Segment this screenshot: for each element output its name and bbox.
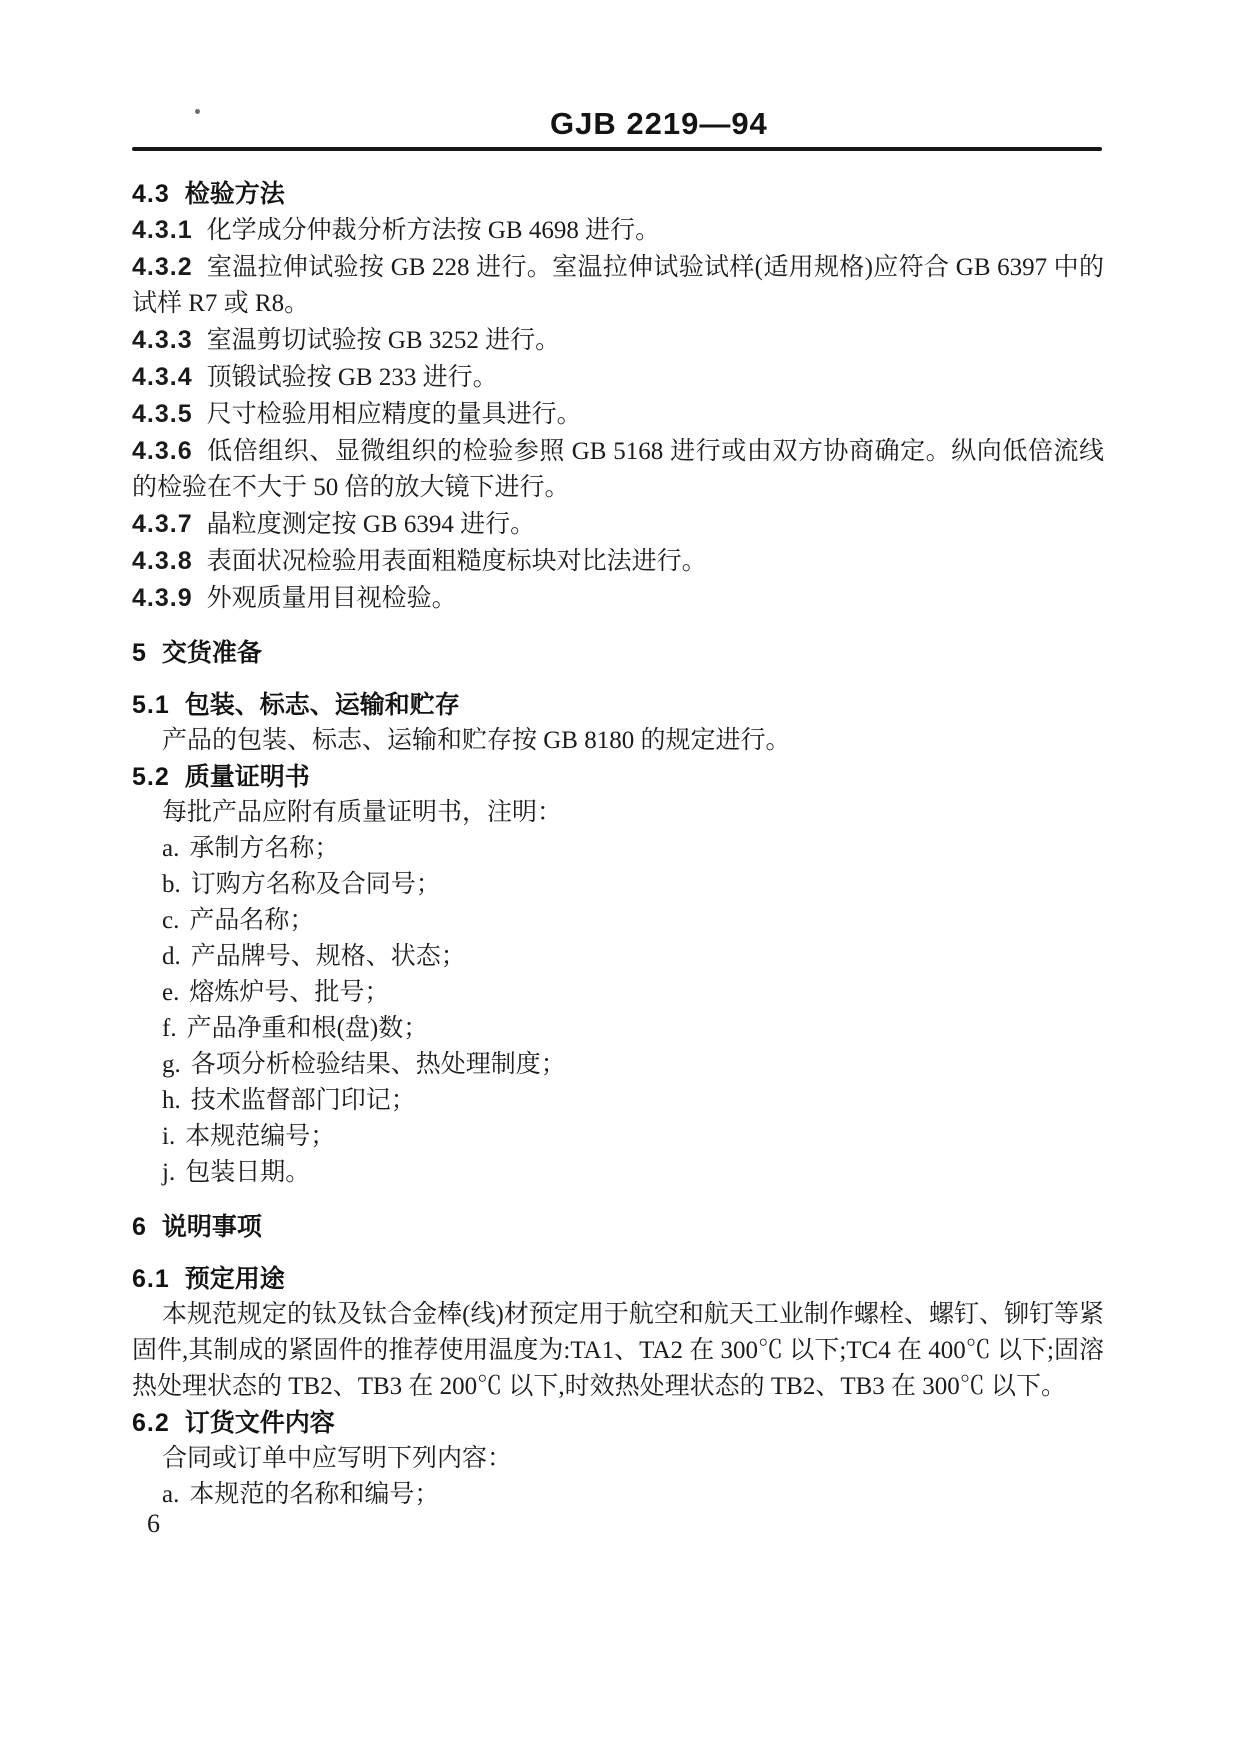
list-item-text: 技术监督部门印记；	[190, 1087, 416, 1114]
clause-4-3-5	[132, 396, 1104, 433]
list-item-b	[132, 867, 1104, 903]
section-number: 5	[132, 639, 147, 667]
list-item-j	[132, 1155, 1104, 1191]
list-item-label: a.	[162, 1481, 180, 1508]
section-5-2-heading	[132, 759, 1104, 795]
list-item-f	[132, 1011, 1104, 1047]
clause-number: 4.3.1	[132, 216, 193, 244]
section-title: 交货准备	[161, 639, 262, 667]
list-item-label: e.	[162, 979, 180, 1006]
clause-text: 顶锻试验按 GB 233 进行。	[206, 364, 498, 391]
clause-4-3-3	[132, 322, 1104, 359]
clause-text: 室温拉伸试验按 GB 228 进行。室温拉伸试验试样(适用规格)应符合 GB 6397 中的试样 R7 或 R8。	[132, 254, 1104, 317]
clause-number: 4.3.8	[132, 547, 193, 575]
clause-4-3-8	[132, 543, 1104, 580]
list-item-c	[132, 903, 1104, 939]
section-title: 预定用途	[184, 1265, 285, 1293]
clause-text: 低倍组织、显微组织的检验参照 GB 5168 进行或由双方协商确定。纵向低倍流线的检验在不大于 50 倍的放大镜下进行。	[132, 438, 1104, 501]
list-item-text: 本规范编号；	[185, 1123, 336, 1150]
section-5-1-heading	[132, 687, 1104, 723]
list-item-label: g.	[162, 1051, 181, 1078]
page-number: 6	[147, 1509, 160, 1538]
list-item-h	[132, 1083, 1104, 1119]
section-number: 6	[132, 1213, 147, 1241]
section-6-2-paragraph: 合同或订单中应写明下列内容：	[162, 1445, 513, 1472]
section-title: 订货文件内容	[184, 1409, 335, 1437]
list-item-e	[132, 975, 1104, 1011]
list-item-label: i.	[162, 1123, 176, 1150]
section-6-heading	[132, 1209, 1104, 1245]
list-item-text: 熔炼炉号、批号；	[189, 979, 390, 1006]
clause-text: 外观质量用目视检验。	[206, 585, 457, 612]
list-item-a2	[132, 1477, 1104, 1513]
section-number: 6.1	[132, 1265, 170, 1293]
list-item-label: h.	[162, 1087, 181, 1114]
list-item-label: f.	[162, 1015, 177, 1042]
clause-text: 晶粒度测定按 GB 6394 进行。	[206, 511, 536, 538]
clause-number: 4.3.2	[132, 253, 193, 281]
list-item-text: 产品牌号、规格、状态；	[190, 943, 466, 970]
clause-text: 室温剪切试验按 GB 3252 进行。	[206, 327, 561, 354]
list-item-a	[132, 831, 1104, 867]
section-6-1-heading	[132, 1261, 1104, 1297]
list-item-text: 订购方名称及合同号；	[190, 871, 441, 898]
clause-text: 表面状况检验用表面粗糙度标块对比法进行。	[206, 548, 707, 575]
section-5-heading	[132, 635, 1104, 671]
section-number: 5.2	[132, 763, 170, 791]
standard-code-header: GJB 2219—94	[550, 106, 768, 141]
list-item-text: 产品名称；	[189, 907, 315, 934]
list-item-text: 产品净重和根(盘)数；	[186, 1015, 429, 1042]
section-title: 检验方法	[184, 180, 285, 208]
clause-4-3-2	[132, 249, 1104, 322]
clause-4-3-6	[132, 433, 1104, 506]
list-item-text: 本规范的名称和编号；	[189, 1481, 440, 1508]
clause-4-3-4	[132, 359, 1104, 396]
section-number: 4.3	[132, 180, 170, 208]
section-4-3-heading	[132, 176, 1104, 212]
clause-4-3-7	[132, 506, 1104, 543]
clause-number: 4.3.5	[132, 400, 193, 428]
clause-number: 4.3.9	[132, 584, 193, 612]
section-5-1-paragraph: 产品的包装、标志、运输和贮存按 GB 8180 的规定进行。	[162, 727, 791, 754]
section-number: 5.1	[132, 691, 170, 719]
list-item-text: 各项分析检验结果、热处理制度；	[190, 1051, 566, 1078]
list-item-label: d.	[162, 943, 181, 970]
clause-number: 4.3.7	[132, 510, 193, 538]
list-item-label: j.	[162, 1159, 176, 1186]
list-item-text: 包装日期。	[185, 1159, 311, 1186]
list-item-label: a.	[162, 835, 180, 862]
clause-text: 化学成分仲裁分析方法按 GB 4698 进行。	[206, 217, 661, 244]
list-item-i	[132, 1119, 1104, 1155]
document-body	[132, 176, 1104, 1513]
list-item-label: c.	[162, 907, 180, 934]
list-item-label: b.	[162, 871, 181, 898]
clause-number: 4.3.6	[132, 437, 193, 465]
clause-text: 尺寸检验用相应精度的量具进行。	[206, 401, 582, 428]
section-title: 质量证明书	[184, 763, 310, 791]
header-divider-rule	[132, 147, 1102, 151]
list-item-d	[132, 939, 1104, 975]
section-title: 包装、标志、运输和贮存	[184, 691, 460, 719]
section-5-2-paragraph: 每批产品应附有质量证明书，注明：	[162, 799, 563, 826]
clause-number: 4.3.4	[132, 363, 193, 391]
clause-4-3-9	[132, 580, 1104, 617]
section-number: 6.2	[132, 1409, 170, 1437]
list-item-text: 承制方名称；	[189, 835, 340, 862]
clause-4-3-1	[132, 212, 1104, 249]
scan-artifact-dot	[195, 109, 200, 114]
section-6-2-heading	[132, 1405, 1104, 1441]
list-item-g	[132, 1047, 1104, 1083]
clause-number: 4.3.3	[132, 326, 193, 354]
section-title: 说明事项	[161, 1213, 262, 1241]
section-6-1-paragraph: 本规范规定的钛及钛合金棒(线)材预定用于航空和航天工业制作螺栓、螺钉、铆钉等紧固件,其制成的紧固件的推荐使用温度为:TA1、TA2 在 300℃ 以下;TC4 在 400℃ 以下;固溶热处理状态的 TB2、TB3 在 200℃ 以下,时效热处理状态的 TB2、TB3 在 300℃ 以下。	[132, 1301, 1104, 1400]
